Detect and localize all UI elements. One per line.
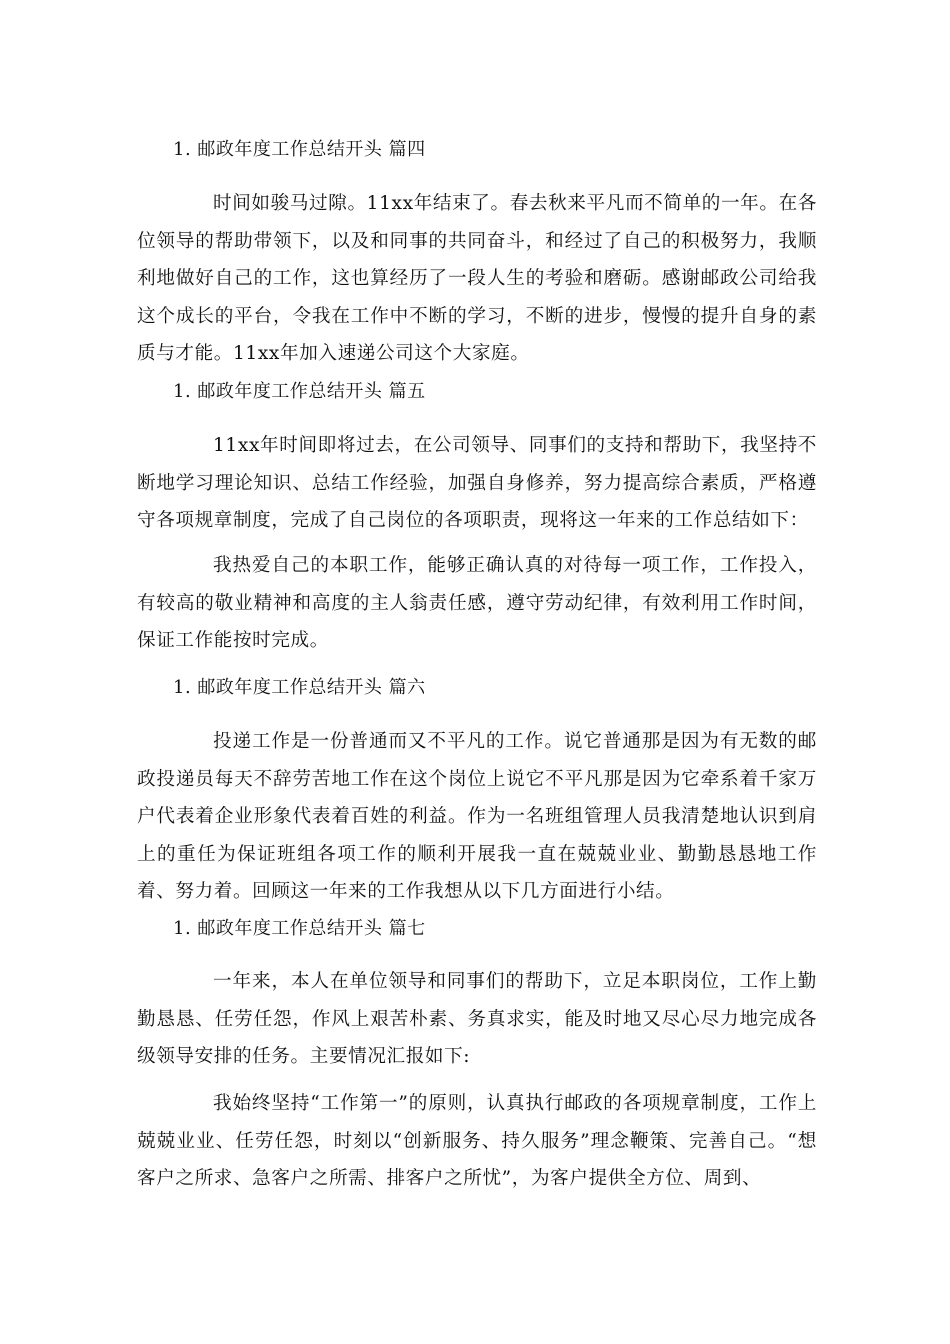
section-heading-6: 1. 邮政年度工作总结开头 篇六: [173, 677, 426, 698]
section-heading-5: 1. 邮政年度工作总结开头 篇五: [173, 381, 426, 402]
section-4-paragraph-1: 时间如骏马过隙。11xx年结束了。春去秋来平凡而不简单的一年。在各位领导的帮助带领下，以及和同事的共同奋斗，和经过了自己的积极努力，我顺利地做好自己的工作，这也算经历了一段人生的考验和磨砺。感谢邮政公司给我这个成长的平台，令我在工作中不断的学习，不断的进步，慢慢的提升自身的素质与才能。11xx年加入速递公司这个大家庭。: [137, 193, 817, 364]
section-7-paragraph-1: 一年来，本人在单位领导和同事们的帮助下，立足本职岗位，工作上勤勤恳恳、任劳任怨，作风上艰苦朴素、务真求实，能及时地又尽心尽力地完成各级领导安排的任务。主要情况汇报如下:: [137, 971, 817, 1067]
section-heading-7: 1. 邮政年度工作总结开头 篇七: [173, 918, 426, 939]
section-6-paragraph-1: 投递工作是一份普通而又不平凡的工作。说它普通那是因为有无数的邮政投递员每天不辞劳苦地工作在这个岗位上说它不平凡那是因为它牵系着千家万户代表着企业形象代表着百姓的利益。作为一名班组管理人员我清楚地认识到肩上的重任为保证班组各项工作的顺利开展我一直在兢兢业业、勤勤恳恳地工作着、努力着。回顾这一年来的工作我想从以下几方面进行小结。: [137, 731, 817, 902]
section-5-paragraph-2: 我热爱自己的本职工作，能够正确认真的对待每一项工作，工作投入，有较高的敬业精神和高度的主人翁责任感，遵守劳动纪律，有效利用工作时间，保证工作能按时完成。: [137, 555, 817, 651]
section-5-paragraph-1: 11xx年时间即将过去，在公司领导、同事们的支持和帮助下，我坚持不断地学习理论知识、总结工作经验，加强自身修养，努力提高综合素质，严格遵守各项规章制度，完成了自己岗位的各项职责，现将这一年来的工作总结如下：: [137, 435, 817, 531]
section-heading-4: 1. 邮政年度工作总结开头 篇四: [173, 139, 426, 160]
section-7-paragraph-2: 我始终坚持“工作第一”的原则，认真执行邮政的各项规章制度，工作上兢兢业业、任劳任怨，时刻以“创新服务、持久服务”理念鞭策、完善自己。“想客户之所求、急客户之所需、排客户之所忧”，为客户提供全方位、周到、: [137, 1093, 817, 1189]
